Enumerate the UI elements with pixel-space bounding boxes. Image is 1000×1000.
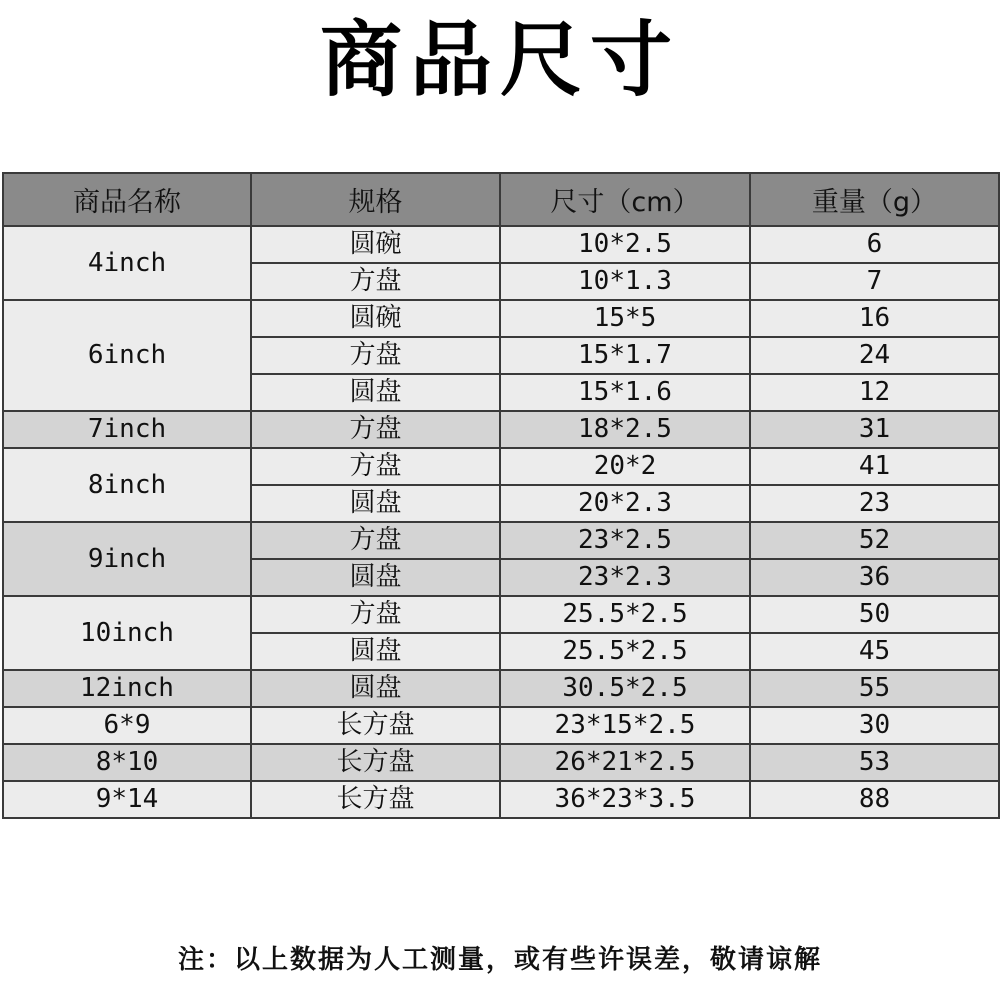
size-cell: 20*2 (500, 448, 750, 485)
size-cell: 23*15*2.5 (500, 707, 750, 744)
size-cell: 15*1.7 (500, 337, 750, 374)
page-title: 商品尺寸 (319, 12, 680, 108)
product-name-cell: 6inch (3, 300, 251, 411)
weight-cell: 45 (750, 633, 999, 670)
spec-cell: 圆盘 (251, 374, 500, 411)
weight-cell: 16 (750, 300, 999, 337)
table-row (3, 781, 999, 818)
measurement-note: 注：以上数据为人工测量，或有些许误差，敬请谅解 (177, 945, 822, 975)
size-cell: 10*1.3 (500, 263, 750, 300)
size-cell: 15*1.6 (500, 374, 750, 411)
spec-cell: 圆碗 (251, 300, 500, 337)
table-row (3, 448, 999, 485)
table-header-row (3, 173, 999, 226)
weight-cell: 12 (750, 374, 999, 411)
spec-cell: 方盘 (251, 263, 500, 300)
table-row (3, 707, 999, 744)
weight-cell: 55 (750, 670, 999, 707)
weight-cell: 30 (750, 707, 999, 744)
spec-cell: 方盘 (251, 596, 500, 633)
product-name-cell: 8inch (3, 448, 251, 522)
product-name-cell: 7inch (3, 411, 251, 448)
table-row (3, 596, 999, 633)
product-size-table (2, 172, 1000, 819)
weight-cell: 52 (750, 522, 999, 559)
spec-cell: 圆碗 (251, 226, 500, 263)
size-cell: 15*5 (500, 300, 750, 337)
size-cell: 30.5*2.5 (500, 670, 750, 707)
weight-cell: 31 (750, 411, 999, 448)
header-weight: 重量（g） (750, 173, 999, 226)
table-row (3, 300, 999, 337)
table-row (3, 744, 999, 781)
spec-cell: 圆盘 (251, 485, 500, 522)
size-cell: 23*2.3 (500, 559, 750, 596)
spec-cell: 方盘 (251, 448, 500, 485)
header-spec: 规格 (251, 173, 500, 226)
weight-cell: 6 (750, 226, 999, 263)
size-cell: 25.5*2.5 (500, 596, 750, 633)
product-name-cell: 6*9 (3, 707, 251, 744)
spec-cell: 方盘 (251, 337, 500, 374)
size-cell: 20*2.3 (500, 485, 750, 522)
spec-cell: 圆盘 (251, 670, 500, 707)
size-cell: 25.5*2.5 (500, 633, 750, 670)
table-row (3, 411, 999, 448)
spec-cell: 圆盘 (251, 633, 500, 670)
weight-cell: 24 (750, 337, 999, 374)
size-cell: 26*21*2.5 (500, 744, 750, 781)
spec-cell: 方盘 (251, 411, 500, 448)
header-product-name: 商品名称 (3, 173, 251, 226)
table-row (3, 226, 999, 263)
spec-cell: 方盘 (251, 522, 500, 559)
table-row (3, 670, 999, 707)
product-name-cell: 9inch (3, 522, 251, 596)
product-name-cell: 10inch (3, 596, 251, 670)
table-body (3, 226, 999, 818)
spec-cell: 长方盘 (251, 744, 500, 781)
weight-cell: 7 (750, 263, 999, 300)
spec-cell: 长方盘 (251, 707, 500, 744)
weight-cell: 88 (750, 781, 999, 818)
product-name-cell: 12inch (3, 670, 251, 707)
product-name-cell: 9*14 (3, 781, 251, 818)
size-cell: 18*2.5 (500, 411, 750, 448)
size-cell: 23*2.5 (500, 522, 750, 559)
header-size: 尺寸（cm） (500, 173, 750, 226)
weight-cell: 23 (750, 485, 999, 522)
spec-cell: 圆盘 (251, 559, 500, 596)
weight-cell: 50 (750, 596, 999, 633)
product-name-cell: 8*10 (3, 744, 251, 781)
product-name-cell: 4inch (3, 226, 251, 300)
weight-cell: 53 (750, 744, 999, 781)
weight-cell: 41 (750, 448, 999, 485)
size-cell: 10*2.5 (500, 226, 750, 263)
table-row (3, 522, 999, 559)
size-cell: 36*23*3.5 (500, 781, 750, 818)
spec-cell: 长方盘 (251, 781, 500, 818)
weight-cell: 36 (750, 559, 999, 596)
